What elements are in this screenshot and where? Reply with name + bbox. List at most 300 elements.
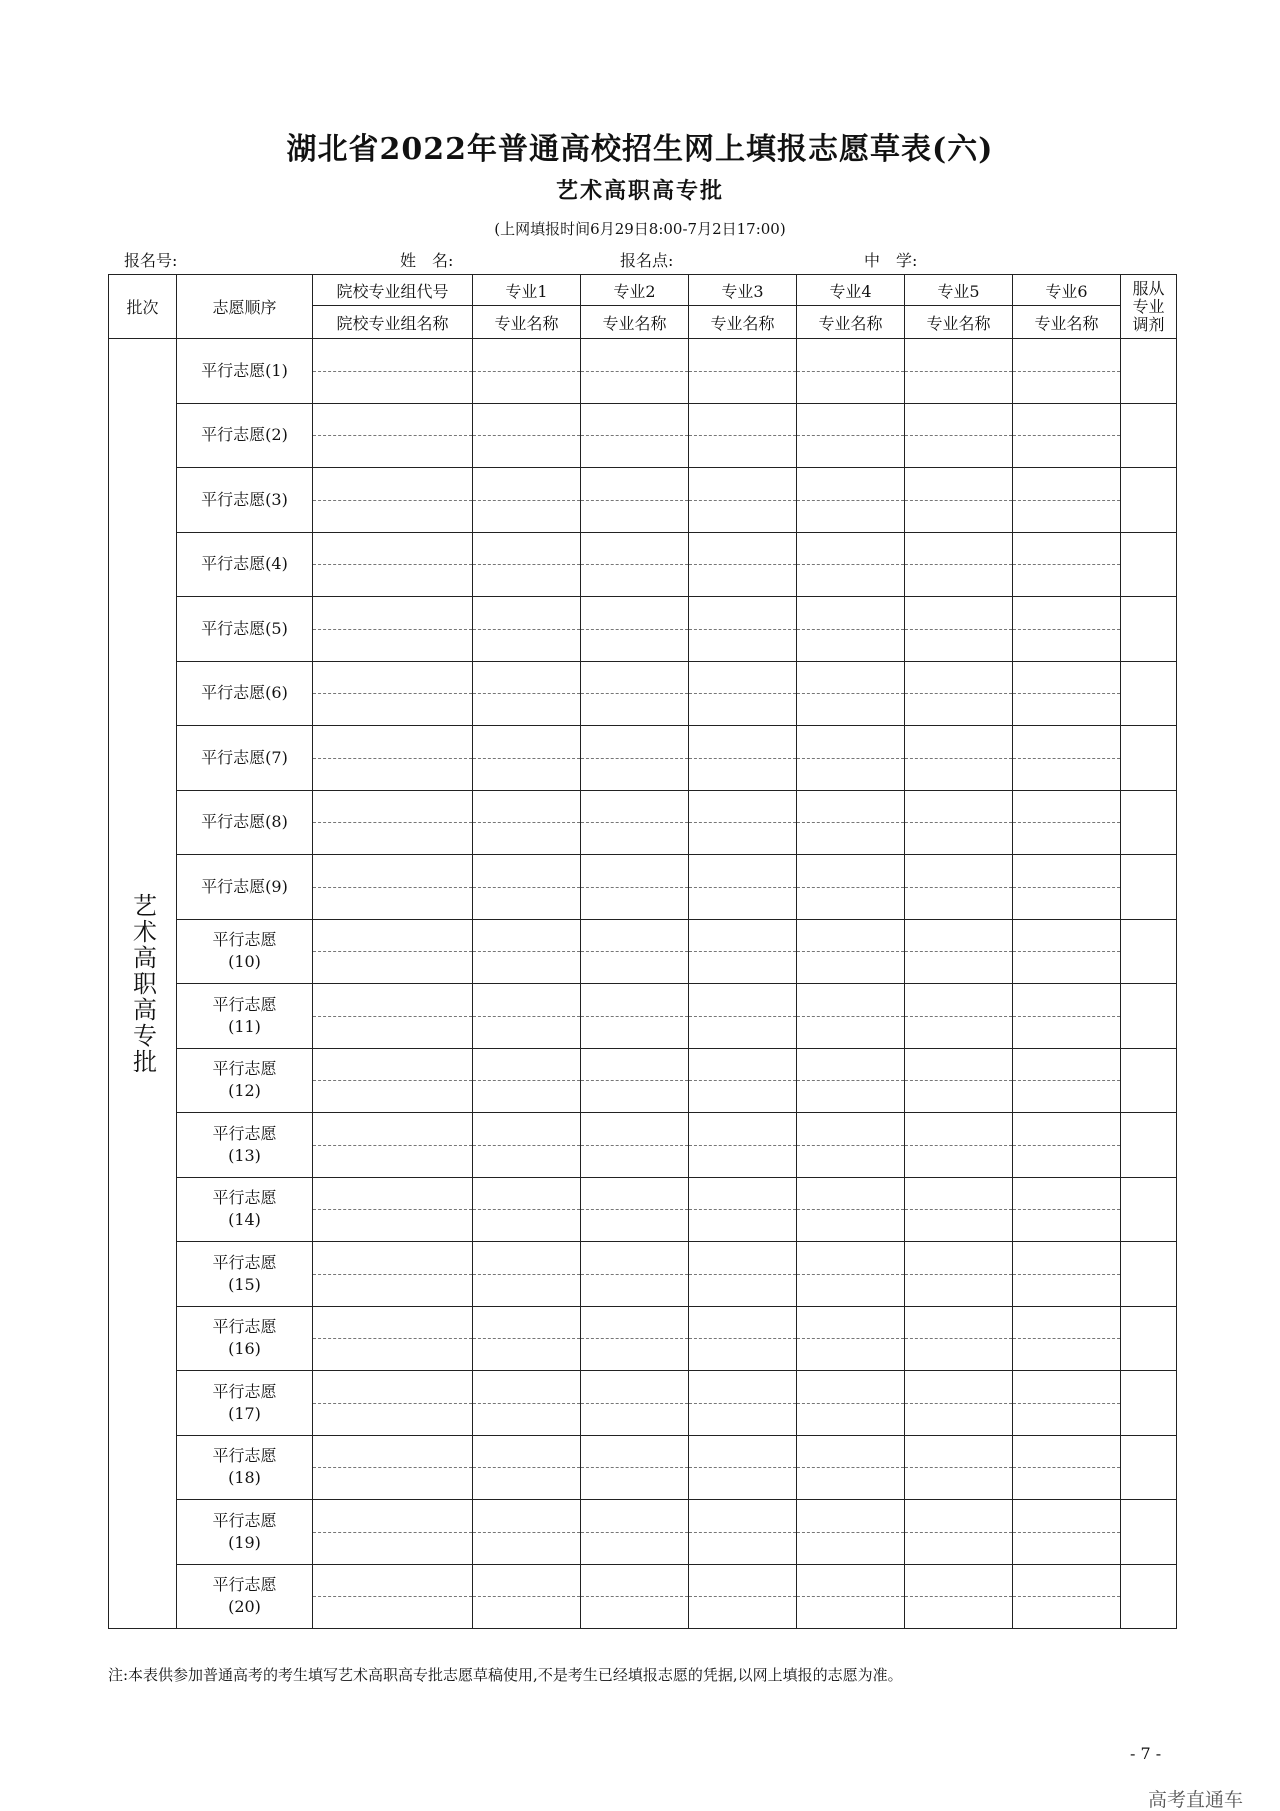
- major-6-input-cell[interactable]: [1013, 1177, 1121, 1242]
- split-dashed-line: [581, 629, 688, 630]
- split-dashed-line: [905, 822, 1012, 823]
- major-2-input-cell[interactable]: [581, 1564, 689, 1629]
- major-5-input-cell[interactable]: [905, 919, 1013, 984]
- choice-order-label: 平行志愿: [212, 1381, 277, 1401]
- major-4-input-cell[interactable]: [797, 855, 905, 920]
- split-dashed-line: [313, 1403, 472, 1404]
- major-3-input-cell[interactable]: [689, 1242, 797, 1307]
- split-dashed-line: [581, 1209, 688, 1210]
- adjust-input-cell[interactable]: [1121, 855, 1177, 920]
- major-6-input-cell[interactable]: [1013, 726, 1121, 791]
- order-header: 志愿顺序: [177, 275, 313, 339]
- split-dashed-line: [313, 693, 472, 694]
- split-dashed-line: [1013, 951, 1120, 952]
- split-dashed-line: [689, 1532, 796, 1533]
- choice-order-number: (17): [228, 1403, 261, 1423]
- split-dashed-line: [313, 887, 472, 888]
- adjust-input-cell[interactable]: [1121, 726, 1177, 791]
- major-3-input-cell[interactable]: [689, 661, 797, 726]
- split-dashed-line: [905, 564, 1012, 565]
- split-dashed-line: [473, 371, 580, 372]
- major-5-input-cell[interactable]: [905, 403, 1013, 468]
- group-code-input-cell[interactable]: [313, 1371, 473, 1436]
- major-2-input-cell[interactable]: [581, 661, 689, 726]
- major-2-input-cell[interactable]: [581, 403, 689, 468]
- major-4-input-cell[interactable]: [797, 468, 905, 533]
- major-5-input-cell[interactable]: [905, 1113, 1013, 1178]
- split-dashed-line: [689, 951, 796, 952]
- major-3-input-cell[interactable]: [689, 1113, 797, 1178]
- choice-row: [109, 726, 1177, 791]
- split-dashed-line: [581, 500, 688, 501]
- major-2-input-cell[interactable]: [581, 1048, 689, 1113]
- group-name-header: 院校专业组名称: [313, 306, 473, 339]
- group-code-input-cell[interactable]: [313, 1564, 473, 1629]
- major-5-input-cell[interactable]: [905, 790, 1013, 855]
- major-1-input-cell[interactable]: [473, 1113, 581, 1178]
- adjust-input-cell[interactable]: [1121, 1242, 1177, 1307]
- major-2-input-cell[interactable]: [581, 1500, 689, 1565]
- major-1-input-cell[interactable]: [473, 1048, 581, 1113]
- choice-order-cell: [177, 1306, 313, 1371]
- choice-row: [109, 403, 1177, 468]
- major-4-input-cell[interactable]: [797, 1306, 905, 1371]
- adjust-input-cell[interactable]: [1121, 1113, 1177, 1178]
- choice-row: [109, 532, 1177, 597]
- group-code-input-cell[interactable]: [313, 919, 473, 984]
- major-5-input-cell[interactable]: [905, 1371, 1013, 1436]
- major-6-input-cell[interactable]: [1013, 661, 1121, 726]
- major-1-input-cell[interactable]: [473, 1435, 581, 1500]
- choice-order-number: (9): [265, 876, 288, 896]
- major-5-input-cell[interactable]: [905, 661, 1013, 726]
- group-code-input-cell[interactable]: [313, 597, 473, 662]
- split-dashed-line: [473, 1338, 580, 1339]
- split-dashed-line: [797, 951, 904, 952]
- major-1-input-cell[interactable]: [473, 790, 581, 855]
- choice-order-label: 平行志愿: [201, 554, 266, 574]
- major-5-input-cell[interactable]: [905, 726, 1013, 791]
- major-4-header: 专业4: [797, 275, 905, 306]
- group-code-input-cell[interactable]: [313, 1306, 473, 1371]
- split-dashed-line: [797, 822, 904, 823]
- major-3-input-cell[interactable]: [689, 468, 797, 533]
- split-dashed-line: [473, 1016, 580, 1017]
- choice-order-number: (6): [265, 683, 288, 703]
- group-code-header: 院校专业组代号: [313, 275, 473, 306]
- major-3-input-cell[interactable]: [689, 403, 797, 468]
- major-4-input-cell[interactable]: [797, 726, 905, 791]
- group-code-input-cell[interactable]: [313, 1113, 473, 1178]
- major-2-input-cell[interactable]: [581, 790, 689, 855]
- split-dashed-line: [797, 1145, 904, 1146]
- split-dashed-line: [797, 1209, 904, 1210]
- major-1-input-cell[interactable]: [473, 984, 581, 1049]
- major-3-input-cell[interactable]: [689, 597, 797, 662]
- major-2-input-cell[interactable]: [581, 597, 689, 662]
- adjust-input-cell[interactable]: [1121, 984, 1177, 1049]
- major-6-input-cell[interactable]: [1013, 790, 1121, 855]
- choice-row: [109, 1306, 1177, 1371]
- adjust-input-cell[interactable]: [1121, 1177, 1177, 1242]
- major-2-input-cell[interactable]: [581, 468, 689, 533]
- major-6-input-cell[interactable]: [1013, 597, 1121, 662]
- adjust-input-cell[interactable]: [1121, 1048, 1177, 1113]
- split-dashed-line: [313, 822, 472, 823]
- major-3-input-cell[interactable]: [689, 1500, 797, 1565]
- split-dashed-line: [473, 629, 580, 630]
- adjust-input-cell[interactable]: [1121, 597, 1177, 662]
- split-dashed-line: [689, 371, 796, 372]
- group-code-input-cell[interactable]: [313, 984, 473, 1049]
- split-dashed-line: [581, 693, 688, 694]
- choice-order-label: 平行志愿: [212, 1510, 277, 1530]
- choice-row: [109, 339, 1177, 404]
- major-3-input-cell[interactable]: [689, 1048, 797, 1113]
- choice-order-label: 平行志愿: [201, 747, 266, 767]
- choice-order-cell: [177, 855, 313, 920]
- major-3-input-cell[interactable]: [689, 1306, 797, 1371]
- major-1-input-cell[interactable]: [473, 919, 581, 984]
- split-dashed-line: [1013, 1274, 1120, 1275]
- split-dashed-line: [1013, 1467, 1120, 1468]
- group-code-input-cell[interactable]: [313, 1048, 473, 1113]
- major-3-input-cell[interactable]: [689, 1564, 797, 1629]
- split-dashed-line: [1013, 371, 1120, 372]
- major-6-input-cell[interactable]: [1013, 1113, 1121, 1178]
- adjust-input-cell[interactable]: [1121, 1564, 1177, 1629]
- major-5-input-cell[interactable]: [905, 1048, 1013, 1113]
- major-1-input-cell[interactable]: [473, 339, 581, 404]
- choice-order-cell: [177, 919, 313, 984]
- adjust-header-text: 服从专业调剂: [1132, 278, 1165, 334]
- major-2-input-cell[interactable]: [581, 726, 689, 791]
- major-6-input-cell[interactable]: [1013, 1500, 1121, 1565]
- major-4-input-cell[interactable]: [797, 984, 905, 1049]
- group-code-input-cell[interactable]: [313, 1242, 473, 1307]
- major-6-input-cell[interactable]: [1013, 339, 1121, 404]
- split-dashed-line: [473, 693, 580, 694]
- group-code-input-cell[interactable]: [313, 1435, 473, 1500]
- choice-row: [109, 468, 1177, 533]
- choice-order-cell: [177, 532, 313, 597]
- major-1-input-cell[interactable]: [473, 532, 581, 597]
- major-2-input-cell[interactable]: [581, 1242, 689, 1307]
- split-dashed-line: [1013, 887, 1120, 888]
- adjust-input-cell[interactable]: [1121, 1435, 1177, 1500]
- group-code-input-cell[interactable]: [313, 403, 473, 468]
- adjust-input-cell[interactable]: [1121, 532, 1177, 597]
- batch-name: 艺术高职高专批: [128, 892, 157, 1075]
- group-code-input-cell[interactable]: [313, 726, 473, 791]
- major-1-input-cell[interactable]: [473, 1242, 581, 1307]
- major-1-header: 专业1: [473, 275, 581, 306]
- adjust-input-cell[interactable]: [1121, 661, 1177, 726]
- split-dashed-line: [689, 1145, 796, 1146]
- split-dashed-line: [581, 1596, 688, 1597]
- adjust-header: [1121, 275, 1177, 339]
- major-4-input-cell[interactable]: [797, 1048, 905, 1113]
- split-dashed-line: [581, 758, 688, 759]
- major-6-input-cell[interactable]: [1013, 1564, 1121, 1629]
- split-dashed-line: [797, 693, 904, 694]
- choice-order-number: (12): [228, 1081, 261, 1101]
- major-6-input-cell[interactable]: [1013, 1371, 1121, 1436]
- choice-order-label: 平行志愿: [212, 1188, 277, 1208]
- choice-order-cell: [177, 1242, 313, 1307]
- adjust-input-cell[interactable]: [1121, 919, 1177, 984]
- major-1-input-cell[interactable]: [473, 1371, 581, 1436]
- major-3-input-cell[interactable]: [689, 532, 797, 597]
- major-2-input-cell[interactable]: [581, 855, 689, 920]
- split-dashed-line: [473, 435, 580, 436]
- split-dashed-line: [905, 500, 1012, 501]
- choice-order-cell: [177, 661, 313, 726]
- major-4-input-cell[interactable]: [797, 1435, 905, 1500]
- split-dashed-line: [689, 887, 796, 888]
- group-code-input-cell[interactable]: [313, 532, 473, 597]
- split-dashed-line: [581, 1145, 688, 1146]
- major-6-input-cell[interactable]: [1013, 1435, 1121, 1500]
- major-2-input-cell[interactable]: [581, 1113, 689, 1178]
- choice-order-label: 平行志愿: [212, 1123, 277, 1143]
- major-5-input-cell[interactable]: [905, 339, 1013, 404]
- choice-order-label: 平行志愿: [201, 618, 266, 638]
- major-5-input-cell[interactable]: [905, 532, 1013, 597]
- major-2-input-cell[interactable]: [581, 1435, 689, 1500]
- reg-point-label: 报名点:: [620, 251, 674, 270]
- major-4-input-cell[interactable]: [797, 1564, 905, 1629]
- split-dashed-line: [581, 887, 688, 888]
- adjust-input-cell[interactable]: [1121, 1371, 1177, 1436]
- split-dashed-line: [689, 693, 796, 694]
- group-code-input-cell[interactable]: [313, 339, 473, 404]
- choice-order-label: 平行志愿: [212, 1575, 277, 1595]
- split-dashed-line: [797, 887, 904, 888]
- major-5-input-cell[interactable]: [905, 1564, 1013, 1629]
- major-6-input-cell[interactable]: [1013, 1242, 1121, 1307]
- split-dashed-line: [905, 1596, 1012, 1597]
- split-dashed-line: [797, 371, 904, 372]
- choice-order-label: 平行志愿: [212, 1059, 277, 1079]
- split-dashed-line: [313, 629, 472, 630]
- choice-order-number: (10): [228, 952, 261, 972]
- split-dashed-line: [313, 758, 472, 759]
- major-3-input-cell[interactable]: [689, 339, 797, 404]
- major-3-header: 专业3: [689, 275, 797, 306]
- split-dashed-line: [1013, 1145, 1120, 1146]
- choice-order-label: 平行志愿: [212, 994, 277, 1014]
- choice-order-label: 平行志愿: [201, 360, 266, 380]
- major-5-input-cell[interactable]: [905, 1177, 1013, 1242]
- split-dashed-line: [905, 1274, 1012, 1275]
- major-5-input-cell[interactable]: [905, 984, 1013, 1049]
- batch-header: 批次: [109, 275, 177, 339]
- split-dashed-line: [689, 500, 796, 501]
- major-6-input-cell[interactable]: [1013, 855, 1121, 920]
- choice-order-cell: [177, 1177, 313, 1242]
- group-code-input-cell[interactable]: [313, 1500, 473, 1565]
- major-2-input-cell[interactable]: [581, 1371, 689, 1436]
- choice-order-number: (5): [265, 618, 288, 638]
- adjust-input-cell[interactable]: [1121, 468, 1177, 533]
- split-dashed-line: [905, 1532, 1012, 1533]
- school-label: 中 学:: [864, 251, 918, 270]
- major-4-input-cell[interactable]: [797, 1242, 905, 1307]
- split-dashed-line: [313, 500, 472, 501]
- major-3-input-cell[interactable]: [689, 919, 797, 984]
- major-4-input-cell[interactable]: [797, 1371, 905, 1436]
- split-dashed-line: [473, 500, 580, 501]
- split-dashed-line: [581, 1467, 688, 1468]
- major-1-input-cell[interactable]: [473, 468, 581, 533]
- major-5-input-cell[interactable]: [905, 1306, 1013, 1371]
- split-dashed-line: [905, 758, 1012, 759]
- major-4-input-cell[interactable]: [797, 339, 905, 404]
- split-dashed-line: [473, 887, 580, 888]
- split-dashed-line: [905, 1338, 1012, 1339]
- major-4-input-cell[interactable]: [797, 1113, 905, 1178]
- major-5-name-header: 专业名称: [905, 306, 1013, 339]
- major-2-input-cell[interactable]: [581, 919, 689, 984]
- major-3-input-cell[interactable]: [689, 726, 797, 791]
- major-6-input-cell[interactable]: [1013, 403, 1121, 468]
- adjust-input-cell[interactable]: [1121, 403, 1177, 468]
- major-1-input-cell[interactable]: [473, 403, 581, 468]
- split-dashed-line: [1013, 1080, 1120, 1081]
- split-dashed-line: [689, 1338, 796, 1339]
- adjust-input-cell[interactable]: [1121, 1500, 1177, 1565]
- choice-row: [109, 984, 1177, 1049]
- split-dashed-line: [1013, 758, 1120, 759]
- major-6-input-cell[interactable]: [1013, 468, 1121, 533]
- choice-order-label: 平行志愿: [201, 812, 266, 832]
- split-dashed-line: [473, 822, 580, 823]
- major-1-input-cell[interactable]: [473, 597, 581, 662]
- major-1-input-cell[interactable]: [473, 1500, 581, 1565]
- major-6-input-cell[interactable]: [1013, 984, 1121, 1049]
- major-5-input-cell[interactable]: [905, 1435, 1013, 1500]
- choice-row: [109, 790, 1177, 855]
- split-dashed-line: [581, 1403, 688, 1404]
- major-2-input-cell[interactable]: [581, 1177, 689, 1242]
- major-4-input-cell[interactable]: [797, 790, 905, 855]
- split-dashed-line: [313, 435, 472, 436]
- major-3-input-cell[interactable]: [689, 1435, 797, 1500]
- major-5-input-cell[interactable]: [905, 1242, 1013, 1307]
- choice-row: [109, 597, 1177, 662]
- adjust-input-cell[interactable]: [1121, 790, 1177, 855]
- major-1-input-cell[interactable]: [473, 855, 581, 920]
- split-dashed-line: [905, 1080, 1012, 1081]
- major-4-input-cell[interactable]: [797, 1177, 905, 1242]
- batch-name-cell: [109, 339, 177, 1629]
- choice-order-label: 平行志愿: [201, 489, 266, 509]
- reg-no-label: 报名号:: [124, 251, 178, 270]
- major-6-input-cell[interactable]: [1013, 1306, 1121, 1371]
- major-2-input-cell[interactable]: [581, 1306, 689, 1371]
- major-4-input-cell[interactable]: [797, 403, 905, 468]
- adjust-input-cell[interactable]: [1121, 339, 1177, 404]
- group-code-input-cell[interactable]: [313, 661, 473, 726]
- choice-row: [109, 1242, 1177, 1307]
- choice-row: [109, 661, 1177, 726]
- form-subtitle: 艺术高职高专批: [555, 178, 724, 204]
- choice-order-number: (20): [228, 1597, 261, 1617]
- footnote: 注:本表供参加普通高考的考生填写艺术高职高专批志愿草稿使用,不是考生已经填报志愿的凭据,以网上填报的志愿为准。: [108, 1666, 903, 1684]
- choice-row: [109, 1500, 1177, 1565]
- major-6-name-header: 专业名称: [1013, 306, 1121, 339]
- choice-order-label: 平行志愿: [212, 1252, 277, 1272]
- split-dashed-line: [581, 435, 688, 436]
- major-6-input-cell[interactable]: [1013, 1048, 1121, 1113]
- major-6-input-cell[interactable]: [1013, 919, 1121, 984]
- choice-row: [109, 855, 1177, 920]
- major-1-input-cell[interactable]: [473, 661, 581, 726]
- group-code-input-cell[interactable]: [313, 1177, 473, 1242]
- major-2-name-header: 专业名称: [581, 306, 689, 339]
- adjust-input-cell[interactable]: [1121, 1306, 1177, 1371]
- major-5-input-cell[interactable]: [905, 597, 1013, 662]
- split-dashed-line: [1013, 500, 1120, 501]
- choice-order-cell: [177, 1048, 313, 1113]
- major-2-input-cell[interactable]: [581, 339, 689, 404]
- choice-order-number: (19): [228, 1532, 261, 1552]
- major-2-input-cell[interactable]: [581, 532, 689, 597]
- major-1-input-cell[interactable]: [473, 1306, 581, 1371]
- split-dashed-line: [905, 1145, 1012, 1146]
- split-dashed-line: [797, 1596, 904, 1597]
- major-4-input-cell[interactable]: [797, 597, 905, 662]
- split-dashed-line: [689, 1403, 796, 1404]
- major-4-input-cell[interactable]: [797, 1500, 905, 1565]
- choice-row: [109, 1371, 1177, 1436]
- major-1-input-cell[interactable]: [473, 1564, 581, 1629]
- major-3-input-cell[interactable]: [689, 1371, 797, 1436]
- choice-order-cell: [177, 1113, 313, 1178]
- choice-order-cell: [177, 403, 313, 468]
- major-3-input-cell[interactable]: [689, 984, 797, 1049]
- major-5-input-cell[interactable]: [905, 1500, 1013, 1565]
- major-5-input-cell[interactable]: [905, 468, 1013, 533]
- choice-order-number: (4): [265, 554, 288, 574]
- major-4-input-cell[interactable]: [797, 919, 905, 984]
- group-code-input-cell[interactable]: [313, 855, 473, 920]
- split-dashed-line: [689, 435, 796, 436]
- choice-order-number: (2): [265, 425, 288, 445]
- major-3-input-cell[interactable]: [689, 790, 797, 855]
- major-6-input-cell[interactable]: [1013, 532, 1121, 597]
- major-3-input-cell[interactable]: [689, 1177, 797, 1242]
- major-3-input-cell[interactable]: [689, 855, 797, 920]
- group-code-input-cell[interactable]: [313, 468, 473, 533]
- major-4-input-cell[interactable]: [797, 532, 905, 597]
- major-1-input-cell[interactable]: [473, 1177, 581, 1242]
- split-dashed-line: [905, 1209, 1012, 1210]
- split-dashed-line: [905, 1016, 1012, 1017]
- choice-row: [109, 1113, 1177, 1178]
- split-dashed-line: [905, 1403, 1012, 1404]
- group-code-input-cell[interactable]: [313, 790, 473, 855]
- split-dashed-line: [1013, 1016, 1120, 1017]
- split-dashed-line: [1013, 822, 1120, 823]
- major-2-input-cell[interactable]: [581, 984, 689, 1049]
- major-5-input-cell[interactable]: [905, 855, 1013, 920]
- major-1-input-cell[interactable]: [473, 726, 581, 791]
- split-dashed-line: [689, 1209, 796, 1210]
- major-4-input-cell[interactable]: [797, 661, 905, 726]
- form-title: 湖北省2022年普通高校招生网上填报志愿草表(六): [286, 132, 994, 167]
